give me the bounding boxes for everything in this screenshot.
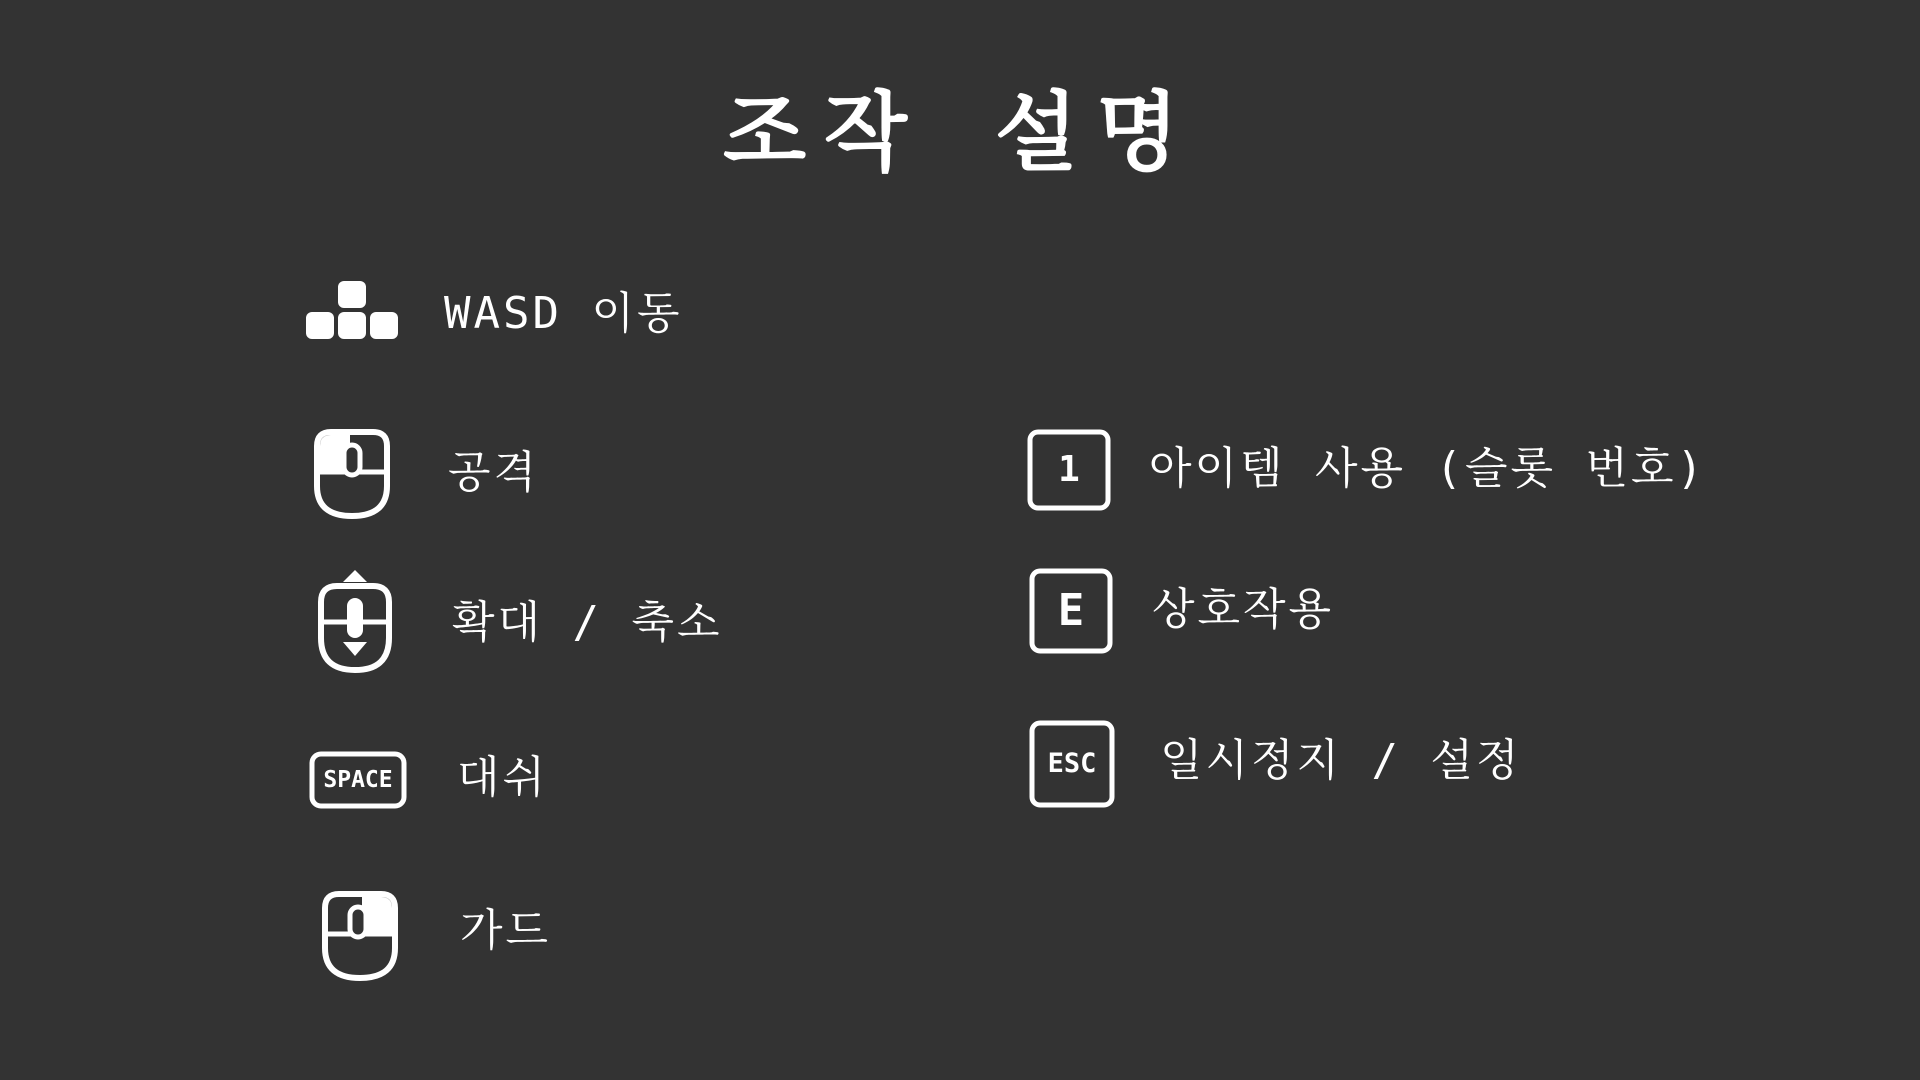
wasd-move-label: WASD 이동: [444, 288, 683, 339]
use-item-label: 아이템 사용 (슬롯 번호): [1149, 443, 1706, 494]
esc-key-text: ESC: [1047, 748, 1097, 779]
key-1-text: 1: [1058, 449, 1080, 490]
interact-label: 상호작용: [1152, 584, 1335, 635]
attack-label: 공격: [448, 447, 540, 498]
key-e-text: E: [1057, 585, 1085, 636]
pause-settings-label: 일시정지 / 설정: [1160, 735, 1522, 786]
zoom-label: 확대 / 축소: [452, 597, 723, 648]
dash-label: 대쉬: [457, 752, 549, 803]
mouse-left-click-icon: [313, 428, 391, 520]
guard-label: 가드: [460, 905, 552, 956]
mouse-scroll-wheel-icon: [315, 568, 395, 674]
space-key-text: SPACE: [323, 767, 393, 793]
page-title: 조작 설명: [722, 83, 1198, 183]
mouse-right-click-icon: [321, 890, 399, 982]
wasd-keys-icon: [305, 279, 400, 341]
